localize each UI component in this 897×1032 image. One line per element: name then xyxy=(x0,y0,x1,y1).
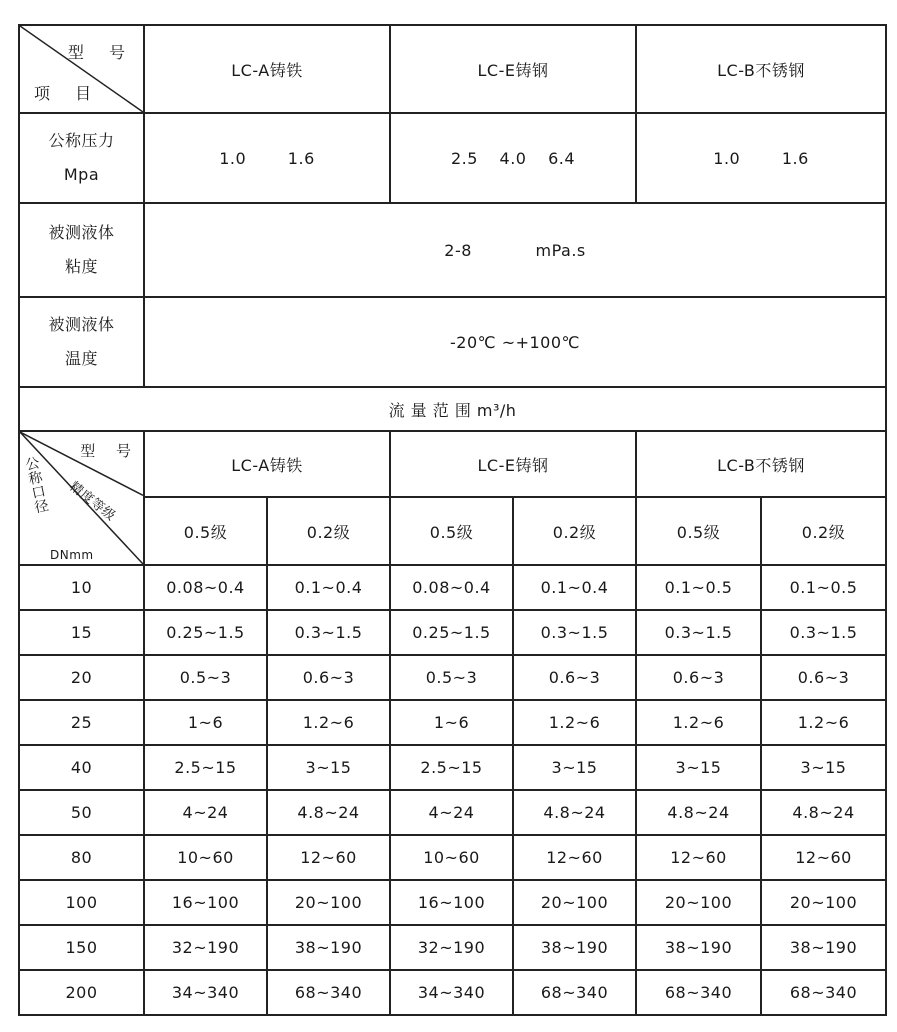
table-row xyxy=(19,925,886,970)
flow-range-cell: 16~100 xyxy=(144,880,267,925)
grade-cell: 0.2级 xyxy=(761,497,886,565)
flow-range-cell: 4.8~24 xyxy=(267,790,390,835)
table-row xyxy=(19,835,886,880)
table-row xyxy=(19,655,886,700)
flow-range-cell: 1.2~6 xyxy=(636,700,761,745)
flow-range-cell: 4~24 xyxy=(144,790,267,835)
grade-cell: 0.2级 xyxy=(513,497,636,565)
grade-cell: 0.5级 xyxy=(390,497,513,565)
flow-range-cell: 38~190 xyxy=(267,925,390,970)
pressure-lc-e xyxy=(390,113,636,203)
table-row xyxy=(19,790,886,835)
flow-rows xyxy=(19,565,886,1015)
flow-range-cell: 20~100 xyxy=(267,880,390,925)
grade-cell: 0.5级 xyxy=(144,497,267,565)
flow-range-cell: 3~15 xyxy=(636,745,761,790)
viscosity-row xyxy=(19,203,886,297)
flow-range-cell: 68~340 xyxy=(513,970,636,1015)
dn-cell: 100 xyxy=(19,880,144,925)
flow-range-cell: 4.8~24 xyxy=(761,790,886,835)
flow-range-cell: 34~340 xyxy=(144,970,267,1015)
flow-title-row xyxy=(19,387,886,431)
grade-cell: 0.2级 xyxy=(267,497,390,565)
table-row xyxy=(19,970,886,1015)
flow-range-cell: 0.6~3 xyxy=(636,655,761,700)
dn-cell: 15 xyxy=(19,610,144,655)
flow-corner-unit: DNmm xyxy=(50,548,94,562)
temperature-label-line2: 温度 xyxy=(64,349,98,368)
dn-cell: 20 xyxy=(19,655,144,700)
spec-table xyxy=(18,24,887,1016)
flow-range-cell: 0.3~1.5 xyxy=(267,610,390,655)
viscosity-label-line2: 粘度 xyxy=(64,257,98,276)
viscosity-label xyxy=(19,203,144,297)
flow-range-cell: 0.1~0.5 xyxy=(636,565,761,610)
flow-range-cell: 3~15 xyxy=(267,745,390,790)
flow-range-cell: 0.3~1.5 xyxy=(761,610,886,655)
corner-model-label: 型 号 xyxy=(67,43,135,62)
pressure-label-line1: 公称压力 xyxy=(48,131,115,150)
flow-range-cell: 1~6 xyxy=(390,700,513,745)
flow-range-cell: 0.08~0.4 xyxy=(390,565,513,610)
flow-corner-cell xyxy=(19,431,144,565)
dn-cell: 200 xyxy=(19,970,144,1015)
flow-range-cell: 2.5~15 xyxy=(144,745,267,790)
viscosity-unit: mPa.s xyxy=(535,240,586,260)
flow-range-cell: 0.5~3 xyxy=(390,655,513,700)
grade-cell: 0.5级 xyxy=(636,497,761,565)
flow-corner-model: 型 号 xyxy=(80,442,139,460)
pressure-row xyxy=(19,113,886,203)
flow-corner-diameter: 公称口径 xyxy=(22,454,50,516)
pressure-value: 1.6 xyxy=(781,148,809,168)
dn-cell: 50 xyxy=(19,790,144,835)
flow-range-cell: 0.1~0.5 xyxy=(761,565,886,610)
flow-range-cell: 0.3~1.5 xyxy=(636,610,761,655)
flow-range-cell: 10~60 xyxy=(144,835,267,880)
flow-range-cell: 68~340 xyxy=(761,970,886,1015)
flow-range-cell: 32~190 xyxy=(144,925,267,970)
flow-range-cell: 2.5~15 xyxy=(390,745,513,790)
flow-range-cell: 0.1~0.4 xyxy=(267,565,390,610)
flow-range-cell: 20~100 xyxy=(636,880,761,925)
table-row xyxy=(19,745,886,790)
flow-range-cell: 12~60 xyxy=(513,835,636,880)
flow-range-cell: 0.6~3 xyxy=(267,655,390,700)
flow-range-cell: 38~190 xyxy=(513,925,636,970)
table-row xyxy=(19,565,886,610)
flow-range-cell: 10~60 xyxy=(390,835,513,880)
flow-range-cell: 16~100 xyxy=(390,880,513,925)
flow-model-lc-e: LC-E铸钢 xyxy=(390,431,636,497)
flow-range-cell: 12~60 xyxy=(761,835,886,880)
flow-range-cell: 1~6 xyxy=(144,700,267,745)
pressure-value: 1.6 xyxy=(287,148,315,168)
temperature-label xyxy=(19,297,144,387)
flow-range-cell: 1.2~6 xyxy=(761,700,886,745)
pressure-value: 4.0 xyxy=(499,148,527,168)
viscosity-value-cell xyxy=(144,203,886,297)
temperature-label-line1: 被测液体 xyxy=(48,315,115,334)
pressure-value: 1.0 xyxy=(219,148,247,168)
flow-model-row xyxy=(19,431,886,497)
dn-cell: 80 xyxy=(19,835,144,880)
pressure-label xyxy=(19,113,144,203)
flow-corner-grade: 精度等级 xyxy=(66,479,119,525)
flow-range-cell: 34~340 xyxy=(390,970,513,1015)
flow-model-lc-b: LC-B不锈钢 xyxy=(636,431,886,497)
grade-row xyxy=(19,497,886,565)
viscosity-value: 2-8 xyxy=(444,240,472,260)
dn-cell: 25 xyxy=(19,700,144,745)
header-row xyxy=(19,25,886,113)
pressure-lc-b xyxy=(636,113,886,203)
flow-range-cell: 38~190 xyxy=(636,925,761,970)
flow-range-cell: 0.5~3 xyxy=(144,655,267,700)
flow-range-cell: 4.8~24 xyxy=(513,790,636,835)
pressure-value: 6.4 xyxy=(548,148,576,168)
pressure-value: 1.0 xyxy=(713,148,741,168)
flow-range-cell: 0.6~3 xyxy=(761,655,886,700)
corner-cell xyxy=(19,25,144,113)
flow-range-cell: 12~60 xyxy=(636,835,761,880)
corner-item-label: 项 目 xyxy=(34,84,102,103)
flow-range-cell: 32~190 xyxy=(390,925,513,970)
dn-cell: 10 xyxy=(19,565,144,610)
dn-cell: 150 xyxy=(19,925,144,970)
table-row xyxy=(19,880,886,925)
model-lc-a: LC-A铸铁 xyxy=(144,25,390,113)
flow-range-cell: 0.25~1.5 xyxy=(390,610,513,655)
flow-range-cell: 38~190 xyxy=(761,925,886,970)
flow-range-cell: 1.2~6 xyxy=(513,700,636,745)
flow-range-cell: 0.08~0.4 xyxy=(144,565,267,610)
flow-range-cell: 4~24 xyxy=(390,790,513,835)
table-row xyxy=(19,700,886,745)
model-lc-b: LC-B不锈钢 xyxy=(636,25,886,113)
flow-range-cell: 68~340 xyxy=(267,970,390,1015)
flow-range-cell: 4.8~24 xyxy=(636,790,761,835)
flow-range-cell: 0.3~1.5 xyxy=(513,610,636,655)
flow-model-lc-a: LC-A铸铁 xyxy=(144,431,390,497)
flow-range-cell: 3~15 xyxy=(513,745,636,790)
temperature-row xyxy=(19,297,886,387)
flow-range-cell: 0.1~0.4 xyxy=(513,565,636,610)
viscosity-label-line1: 被测液体 xyxy=(48,223,115,242)
flow-range-cell: 0.25~1.5 xyxy=(144,610,267,655)
pressure-lc-a xyxy=(144,113,390,203)
flow-range-cell: 20~100 xyxy=(761,880,886,925)
pressure-label-line2: Mpa xyxy=(63,165,100,184)
flow-range-cell: 20~100 xyxy=(513,880,636,925)
model-lc-e: LC-E铸钢 xyxy=(390,25,636,113)
flow-range-cell: 68~340 xyxy=(636,970,761,1015)
flow-range-cell: 1.2~6 xyxy=(267,700,390,745)
table-row xyxy=(19,610,886,655)
dn-cell: 40 xyxy=(19,745,144,790)
temperature-value: -20℃ ~+100℃ xyxy=(144,297,886,387)
flow-title: 流 量 范 围 m³/h xyxy=(19,387,886,431)
flow-range-cell: 12~60 xyxy=(267,835,390,880)
flow-range-cell: 3~15 xyxy=(761,745,886,790)
flow-range-cell: 0.6~3 xyxy=(513,655,636,700)
pressure-value: 2.5 xyxy=(450,148,478,168)
